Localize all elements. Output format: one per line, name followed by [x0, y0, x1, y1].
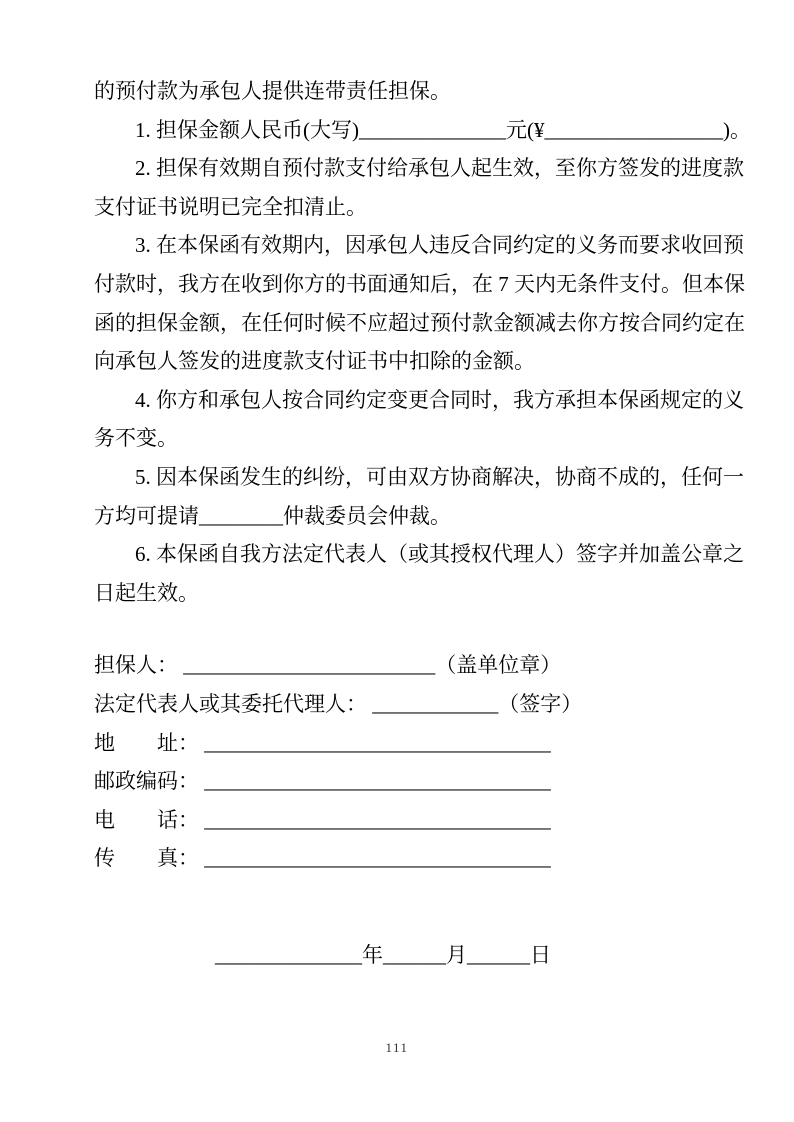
clause-5-dispute: 5. 因本保函发生的纠纷，可由双方协商解决，协商不成的，任何一 — [135, 464, 744, 489]
clause-4-contract-change: 4. 你方和承包人按合同约定变更合同时，我方承担本保函规定的义 — [135, 387, 744, 412]
clause-3-continuation: 函的担保金额，在任何时候不应超过预付款金额减去你方按合同约定在 — [94, 310, 745, 335]
postcode-line: 邮政编码： _________________________________ — [94, 769, 551, 794]
clause-4-continuation: 务不变。 — [94, 426, 178, 451]
address-line: 地 址： _________________________________ — [94, 730, 551, 755]
clause-3-continuation: 付款时，我方在收到你方的书面通知后，在 7 天内无条件支付。但本保 — [94, 271, 745, 296]
fax-line: 传 真： _________________________________ — [94, 846, 551, 871]
clause-5-continuation: 方均可提请________仲裁委员会仲裁。 — [94, 503, 451, 528]
date-line: ______________年______月______日 — [215, 942, 551, 967]
clause-6-effective-date: 6. 本保函自我方法定代表人（或其授权代理人）签字并加盖公章之 — [135, 542, 744, 567]
guarantee-letter-body — [94, 72, 751, 974]
clause-6-continuation: 日起生效。 — [94, 580, 199, 605]
clause-2-validity-period: 2. 担保有效期自预付款支付给承包人起生效，至你方签发的进度款 — [135, 156, 744, 181]
signature-block — [94, 646, 710, 878]
clause-1-guarantee-amount: 1. 担保金额人民币(大写)______________元(¥_________________)。 — [135, 117, 751, 142]
clause-3-repayment: 3. 在本保函有效期内，因承包人违反合同约定的义务而要求收回预 — [135, 233, 744, 258]
clause-2-continuation: 支付证书说明已完全扣清止。 — [94, 194, 367, 219]
page-number: 111 — [385, 1040, 409, 1055]
body-line-continuation: 的预付款为承包人提供连带责任担保。 — [94, 79, 451, 103]
legal-representative-line: 法定代表人或其委托代理人： ____________（签字） — [94, 691, 583, 716]
guarantor-line: 担保人： ________________________（盖单位章） — [94, 653, 562, 678]
phone-line: 电 话： _________________________________ — [94, 807, 551, 832]
clause-3-continuation: 向承包人签发的进度款支付证书中扣除的金额。 — [94, 349, 535, 374]
